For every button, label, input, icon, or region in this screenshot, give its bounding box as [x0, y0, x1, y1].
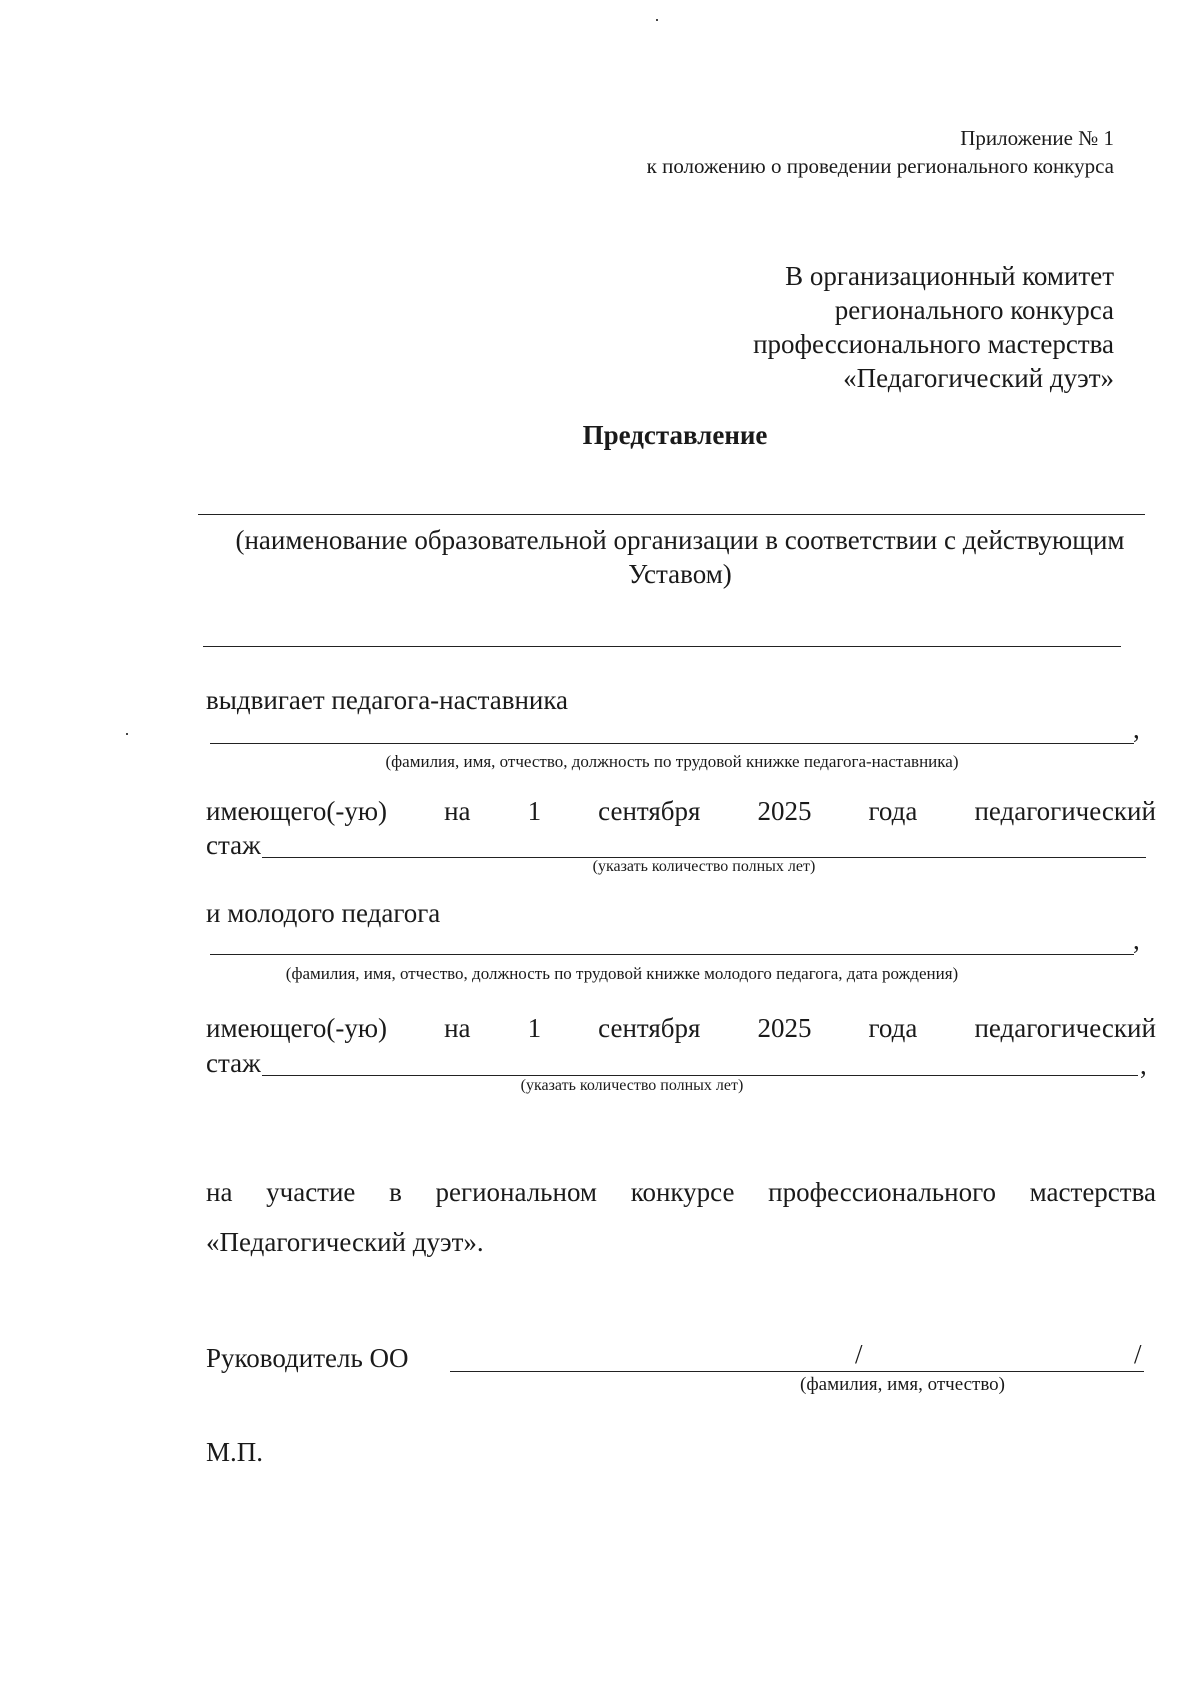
word: конкурсе — [630, 1177, 735, 1207]
word: в — [389, 1177, 402, 1207]
addressee-line: В организационный комитет — [785, 261, 1114, 291]
mentor-intro: выдвигает педагога-наставника — [206, 685, 569, 715]
mentor-stazh-caption: (указать количество полных лет) — [592, 858, 816, 875]
young-name-field-line[interactable] — [210, 954, 1134, 955]
young-stazh-label: стаж — [206, 1048, 261, 1078]
scan-speck — [126, 733, 128, 735]
appendix-number: Приложение № 1 — [960, 126, 1114, 150]
comma: , — [1133, 714, 1140, 744]
young-name-caption: (фамилия, имя, отчество, должность по трудовой книжке молодого педагога, дата рождения) — [285, 964, 959, 983]
appendix-block — [647, 124, 1114, 180]
addressee-block — [753, 259, 1114, 395]
word: 1 — [527, 1013, 542, 1043]
signature-caption: (фамилия, имя, отчество) — [800, 1374, 1006, 1395]
word: педагогический — [974, 1013, 1156, 1043]
appendix-reference: к положению о проведении регионального конкурса — [646, 154, 1114, 178]
word: сентября — [598, 796, 701, 826]
addressee-line: регионального конкурса — [834, 295, 1114, 325]
org-name-extra-line[interactable] — [203, 646, 1121, 647]
word: 1 — [527, 796, 542, 826]
word: года — [868, 1013, 918, 1043]
mentor-experience-line — [206, 796, 1156, 827]
word: на — [444, 796, 471, 826]
word: региональном — [435, 1177, 598, 1207]
slash: / — [1134, 1339, 1142, 1369]
participation-line — [206, 1177, 1156, 1208]
young-experience-line — [206, 1013, 1156, 1044]
signature-field-line[interactable] — [450, 1371, 1144, 1372]
comma: , — [1140, 1050, 1147, 1080]
word: 2025 — [757, 1013, 812, 1043]
word: имеющего(-ую) — [206, 796, 388, 826]
stamp-place: М.П. — [206, 1437, 264, 1467]
word: профессионального — [768, 1177, 996, 1207]
addressee-line: «Педагогический дуэт» — [843, 363, 1114, 393]
word: на — [206, 1177, 233, 1207]
word: участие — [266, 1177, 356, 1207]
young-stazh-caption: (указать количество полных лет) — [520, 1077, 744, 1094]
contest-name: «Педагогический дуэт». — [206, 1227, 484, 1257]
comma: , — [1133, 925, 1140, 955]
head-label: Руководитель ОО — [206, 1343, 409, 1373]
word: сентября — [598, 1013, 701, 1043]
word: на — [444, 1013, 471, 1043]
mentor-name-caption: (фамилия, имя, отчество, должность по трудовой книжке педагога-наставника) — [385, 752, 959, 771]
word: 2025 — [757, 796, 812, 826]
mentor-stazh-label: стаж — [206, 830, 261, 860]
org-name-caption: (наименование образовательной организации в соответствии с действующим Уставом) — [235, 525, 1125, 589]
word: имеющего(-ую) — [206, 1013, 388, 1043]
word: мастерства — [1029, 1177, 1156, 1207]
word: года — [868, 796, 918, 826]
scan-speck — [656, 19, 658, 21]
addressee-line: профессионального мастерства — [753, 329, 1114, 359]
young-stazh-field-line[interactable] — [262, 1075, 1138, 1076]
word: педагогический — [974, 796, 1156, 826]
slash: / — [855, 1339, 863, 1369]
document-title: Представление — [582, 420, 768, 450]
org-name-field-line[interactable] — [198, 514, 1145, 515]
mentor-name-field-line[interactable] — [210, 743, 1134, 744]
young-intro: и молодого педагога — [206, 898, 441, 928]
